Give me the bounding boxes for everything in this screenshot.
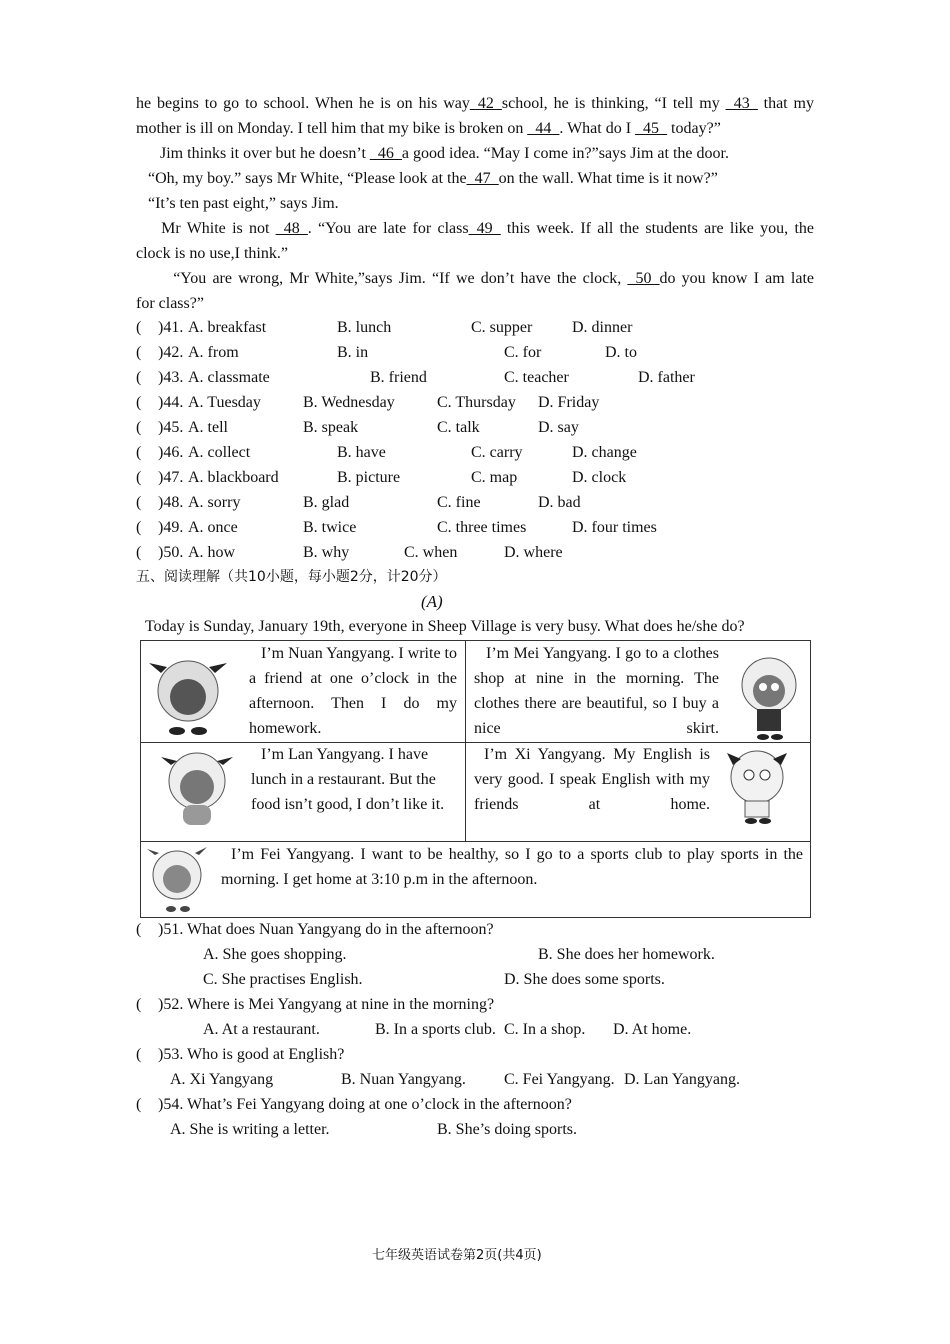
- option-a: A. how: [188, 544, 236, 561]
- option-b: B. why: [303, 544, 350, 561]
- answer-paren: (: [136, 1046, 142, 1063]
- answer-paren: (: [136, 469, 142, 486]
- option-c: C. fine: [437, 494, 481, 511]
- sheep-xi-icon: [719, 745, 799, 825]
- intro-text: Today is Sunday, January 19th, everyone in Sheep Village is very busy. What does he/she do?: [145, 618, 745, 635]
- option-c: C. when: [404, 544, 458, 561]
- option-a: A. At a restaurant.: [203, 1021, 320, 1038]
- answer-blank: _43_: [725, 95, 758, 112]
- passage-text: . “You are late for class: [307, 220, 469, 237]
- passage-line: [136, 194, 339, 214]
- answer-blank: _48_: [275, 220, 308, 237]
- option-b: B. Wednesday: [303, 394, 395, 411]
- answer-blank: _49_: [468, 220, 501, 237]
- passage-text: today?”: [667, 120, 721, 137]
- option-c: C. supper: [471, 319, 533, 336]
- passage-text: mother is ill on Monday. I tell him that my bike is broken on: [136, 120, 528, 137]
- answer-paren: (: [136, 419, 142, 436]
- part-label: (A): [421, 592, 443, 611]
- answer-blank: _44_: [527, 120, 560, 137]
- option-c: C. three times: [437, 519, 527, 536]
- option-a: A. Tuesday: [188, 394, 261, 411]
- option-d: D. to: [605, 344, 637, 361]
- answer-paren: (: [136, 444, 142, 461]
- passage-line: [136, 294, 204, 314]
- option-c: C. She practises English.: [203, 971, 363, 988]
- passage-line: [136, 219, 814, 239]
- answer-paren: (: [136, 394, 142, 411]
- option-c: C. Thursday: [437, 394, 516, 411]
- cell-mei: I’m Mei Yangyang. I go to a clothes shop at nine in the morning. The clothes there are beautiful, so I buy a nice skirt.: [474, 645, 719, 737]
- answer-paren: (: [136, 494, 142, 511]
- question-number: )42.: [158, 344, 184, 361]
- section-title: 五、阅读理解（共10小题，每小题2分，计20分）: [136, 569, 447, 585]
- passage-text: “Oh, my boy.” says Mr White, “Please look at the: [136, 170, 467, 187]
- passage-line: [136, 244, 288, 264]
- option-c: C. In a shop.: [504, 1021, 586, 1038]
- option-c: C. teacher: [504, 369, 569, 386]
- answer-blank: _50_: [627, 270, 660, 287]
- answer-blank: _45_: [635, 120, 668, 137]
- option-d: D. Friday: [538, 394, 600, 411]
- option-d: D. father: [638, 369, 695, 386]
- answer-blank: _46_: [369, 145, 402, 162]
- question-number: )47.: [158, 469, 184, 486]
- option-b: B. She does her homework.: [538, 946, 715, 963]
- option-a: A. once: [188, 519, 238, 536]
- option-d: D. Lan Yangyang.: [624, 1071, 740, 1088]
- passage-text: Jim thinks it over but he doesn’t: [136, 145, 370, 162]
- question-number: )44.: [158, 394, 184, 411]
- question-number: )50.: [158, 544, 184, 561]
- answer-paren: (: [136, 344, 142, 361]
- option-d: D. She does some sports.: [504, 971, 665, 988]
- option-d: D. four times: [572, 519, 657, 536]
- option-c: C. carry: [471, 444, 523, 461]
- answer-paren: (: [136, 996, 142, 1013]
- passage-line: [136, 119, 721, 139]
- question-text: )51. What does Nuan Yangyang do in the afternoon?: [158, 921, 494, 938]
- passage-text: clock is no use,I think.”: [136, 245, 288, 262]
- answer-paren: (: [136, 519, 142, 536]
- page-footer: 七年级英语试卷第2页(共4页): [372, 1248, 542, 1263]
- cell-xi: I’m Xi Yangyang. My English is very good. I speak English with my friends at home.: [474, 746, 710, 813]
- sheep-lan-icon: [159, 747, 235, 829]
- option-b: B. picture: [337, 469, 401, 486]
- question-text: )53. Who is good at English?: [158, 1046, 345, 1063]
- option-b: B. have: [337, 444, 386, 461]
- option-b: B. In a sports club.: [375, 1021, 496, 1038]
- option-d: D. where: [504, 544, 563, 561]
- option-a: A. sorry: [188, 494, 241, 511]
- cell-nuan: I’m Nuan Yangyang. I write to a friend at one o’clock in the afternoon. Then I do my homework.: [249, 645, 457, 737]
- passage-line: [136, 269, 814, 289]
- cell-fei: I’m Fei Yangyang. I want to be healthy, so I go to a sports club to play sports in the morning. I get home at 3:10 p.m in the afternoon.: [221, 846, 803, 888]
- option-d: D. bad: [538, 494, 581, 511]
- option-c: C. map: [471, 469, 518, 486]
- answer-paren: (: [136, 921, 142, 938]
- passage-line: [136, 169, 718, 189]
- option-b: B. speak: [303, 419, 359, 436]
- option-a: A. collect: [188, 444, 251, 461]
- cell-lan: I’m Lan Yangyang. I have lunch in a restaurant. But the food isn’t good, I don’t like it.: [251, 746, 445, 813]
- option-b: B. friend: [370, 369, 427, 386]
- sheep-nuan-icon: [147, 653, 229, 737]
- option-b: B. lunch: [337, 319, 392, 336]
- question-number: )49.: [158, 519, 184, 536]
- option-d: D. change: [572, 444, 637, 461]
- sheep-mei-icon: [733, 653, 809, 741]
- passage-text: Mr White is not: [136, 220, 276, 237]
- answer-blank: _42_: [469, 95, 502, 112]
- passage-text: do you know I am late: [659, 270, 814, 287]
- question-number: )46.: [158, 444, 184, 461]
- option-a: A. breakfast: [188, 319, 267, 336]
- option-a: A. She goes shopping.: [203, 946, 347, 963]
- question-text: )52. Where is Mei Yangyang at nine in the morning?: [158, 996, 495, 1013]
- question-text: )54. What’s Fei Yangyang doing at one o’clock in the afternoon?: [158, 1096, 572, 1113]
- passage-text: that my: [757, 95, 815, 112]
- question-number: )41.: [158, 319, 184, 336]
- option-d: D. say: [538, 419, 579, 436]
- reading-table: [140, 640, 811, 918]
- option-a: A. She is writing a letter.: [170, 1121, 330, 1138]
- option-b: B. twice: [303, 519, 357, 536]
- option-c: C. talk: [437, 419, 480, 436]
- option-a: A. tell: [188, 419, 228, 436]
- passage-line: [136, 144, 729, 164]
- passage-text: . What do I: [559, 120, 636, 137]
- option-d: D. clock: [572, 469, 627, 486]
- question-number: )48.: [158, 494, 184, 511]
- answer-paren: (: [136, 544, 142, 561]
- passage-text: for class?”: [136, 295, 204, 312]
- answer-paren: (: [136, 319, 142, 336]
- passage-text: he begins to go to school. When he is on his way: [136, 95, 470, 112]
- option-c: C. Fei Yangyang.: [504, 1071, 615, 1088]
- question-number: )45.: [158, 419, 184, 436]
- sheep-fei-icon: [145, 845, 211, 913]
- question-number: )43.: [158, 369, 184, 386]
- option-b: B. Nuan Yangyang.: [341, 1071, 466, 1088]
- option-d: D. dinner: [572, 319, 633, 336]
- option-a: A. classmate: [188, 369, 270, 386]
- answer-blank: _47_: [466, 170, 499, 187]
- option-a: A. Xi Yangyang: [170, 1071, 274, 1088]
- passage-text: on the wall. What time is it now?”: [498, 170, 718, 187]
- option-b: B. She’s doing sports.: [437, 1121, 578, 1138]
- answer-paren: (: [136, 369, 142, 386]
- answer-paren: (: [136, 1096, 142, 1113]
- option-a: A. from: [188, 344, 239, 361]
- passage-text: a good idea. “May I come in?”says Jim at the door.: [401, 145, 729, 162]
- option-b: B. glad: [303, 494, 350, 511]
- option-a: A. blackboard: [188, 469, 279, 486]
- passage-text: “You are wrong, Mr White,”says Jim. “If we don’t have the clock,: [136, 270, 628, 287]
- passage-text: school, he is thinking, “I tell my: [501, 95, 726, 112]
- option-c: C. for: [504, 344, 542, 361]
- option-d: D. At home.: [613, 1021, 692, 1038]
- option-b: B. in: [337, 344, 369, 361]
- passage-text: “It’s ten past eight,” says Jim.: [136, 195, 339, 212]
- passage-text: this week. If all the students are like you, the: [500, 220, 815, 237]
- passage-line: [136, 94, 814, 114]
